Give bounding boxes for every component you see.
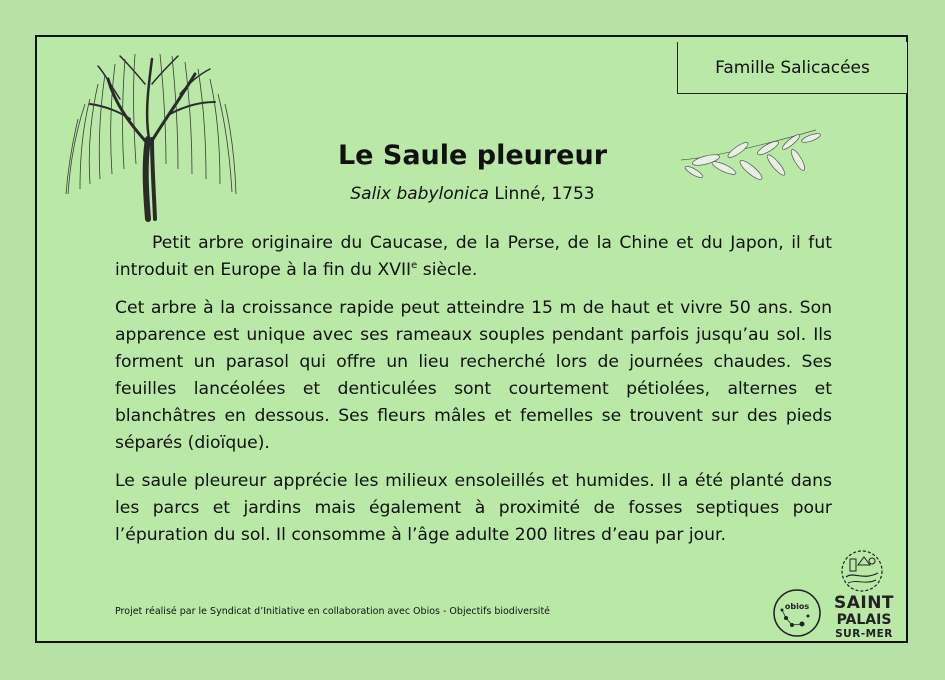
town-line-2: PALAIS xyxy=(836,612,892,628)
family-text: Famille Salicacées xyxy=(715,57,870,78)
paragraph-origin-text: Petit arbre originaire du Caucase, de la Perse, de la Chine et du Japon, il fut introduit en Europe à la fin du XVII xyxy=(115,233,832,280)
species-author: Linné, 1753 xyxy=(494,184,595,204)
scientific-name xyxy=(0,184,945,204)
town-line-1: SAINT xyxy=(833,593,895,613)
paragraph-origin-end: siècle. xyxy=(417,260,478,280)
paragraph-origin xyxy=(115,230,832,284)
page-title: Le Saule pleureur xyxy=(337,140,608,171)
town-line-3: SUR-MER xyxy=(835,628,893,640)
town-emblem xyxy=(838,547,886,595)
credit-text: Projet réalisé par le Syndicat d’Initiative en collaboration avec Obios - Objectifs biodiversité xyxy=(115,606,551,617)
town-name xyxy=(829,595,899,640)
obios-logo xyxy=(772,588,822,638)
family-label xyxy=(677,42,907,94)
obios-logo-text: obios xyxy=(784,602,810,611)
century-superscript: e xyxy=(411,260,418,271)
paragraph-description: Cet arbre à la croissance rapide peut atteindre 15 m de haut et vivre 50 ans. Son apparence est unique avec ses rameaux souples pendant parfois jusqu’au sol. Ils forment un parasol qui offre un lieu recherché lors de journées chaudes. Ses feuilles lancéolées et denticulées sont courtement pétiolées, alternes et blanchâtres en dessous. Ses fleurs mâles et femelles se trouvent sur des pieds séparés (dioïque). xyxy=(115,298,832,453)
species-name: Salix babylonica xyxy=(350,184,489,204)
paragraph-habitat: Le saule pleureur apprécie les milieux ensoleillés et humides. Il a été planté dans les parcs et jardins mais également à proximité de fosses septiques pour l’épuration du sol. Il consomme à l’âge adulte 200 litres d’eau par jour. xyxy=(115,471,832,545)
description-text xyxy=(115,230,832,560)
